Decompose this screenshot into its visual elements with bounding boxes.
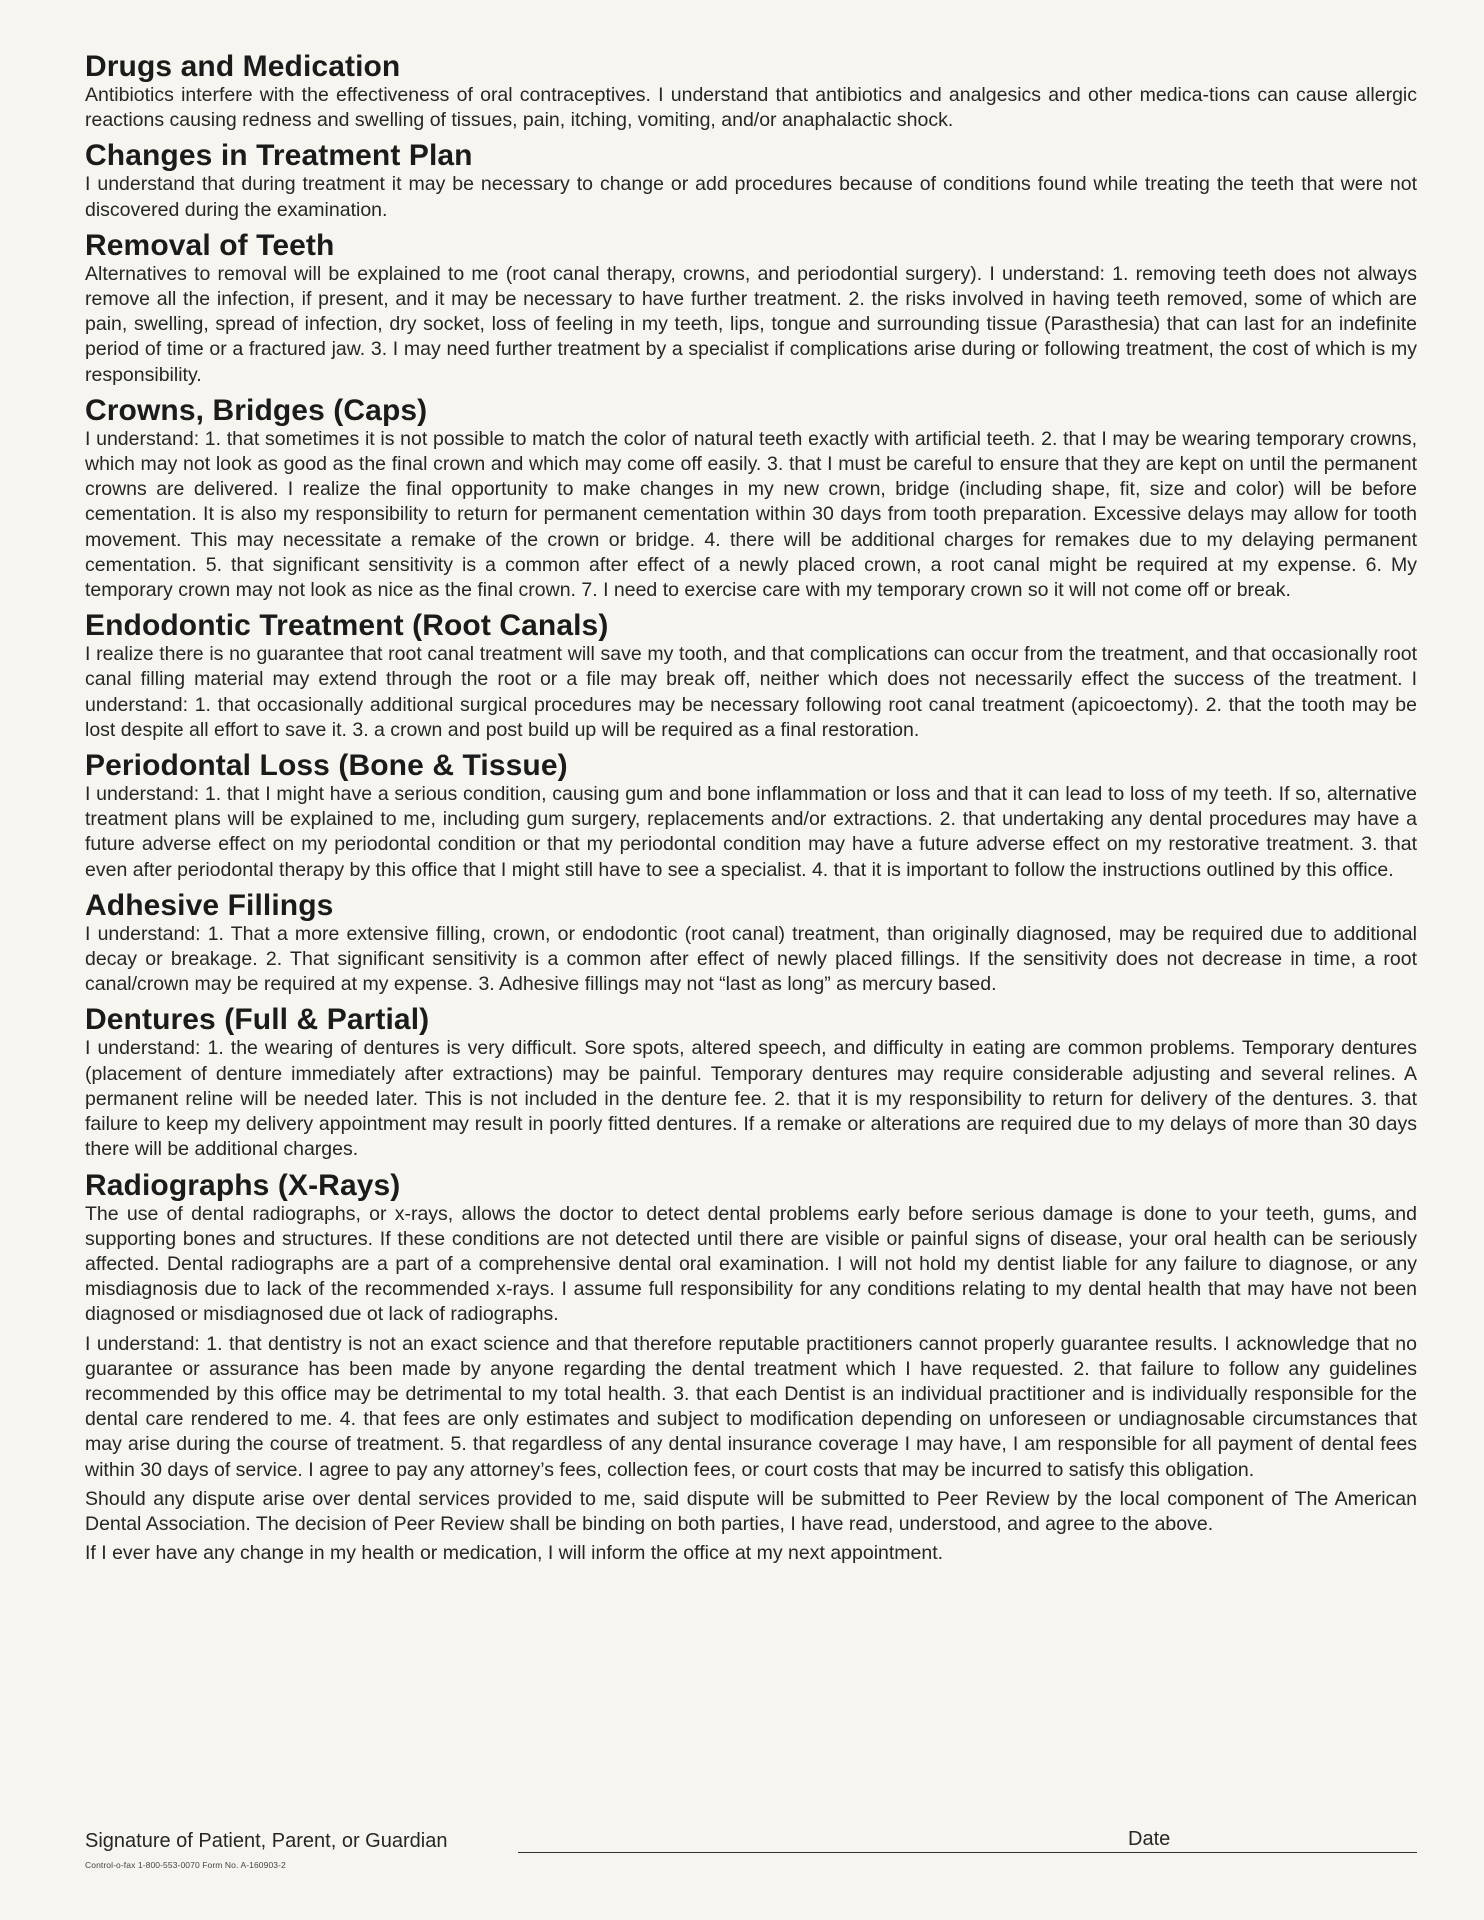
section-text: Antibiotics interfere with the effectiveness of oral contraceptives. I understand that antibiotics and analgesics and other medica-tions can cause allergic reactions causing redness and swelling of tissues, pain, itching, vomiting, and/or anaphalactic shock.	[85, 84, 1417, 132]
section-removal-of-teeth	[85, 229, 1417, 388]
signature-row	[85, 1830, 1417, 1860]
section-heading: Dentures (Full & Partial)	[85, 1003, 430, 1037]
section-heading: Radiographs (X-Rays)	[85, 1168, 401, 1202]
section-heading: Crowns, Bridges (Caps)	[85, 393, 428, 427]
signature-field[interactable]	[518, 1852, 1204, 1853]
section-text: I understand: 1. the wearing of dentures is very difficult. Sore spots, altered speech, and difficulty in eating are common problems. Temporary dentures (placement of denture immediately after extractions) may be painful. Temporary dentures may require considerable adjusting and several relines. A permanent reline will be needed later. This is not included in the denture fee. 2. that it is my responsibility to return for delivery of the dentures. 3. that failure to keep my delivery appointment may result in poorly fitted dentures. If a remake or alterations are required due to my delays of more than 30 days there will be additional charges.	[85, 1037, 1417, 1161]
section-heading: Adhesive Fillings	[85, 888, 334, 922]
section-dentures	[85, 1003, 1417, 1162]
section-heading: Endodontic Treatment (Root Canals)	[85, 609, 609, 643]
closing-dispute-paragraph: Should any dispute arise over dental services provided to me, said dispute will be submitted to Peer Review by the local component of The American Dental Association. The decision of Peer Review shall be binding on both parties, I have read, understood, and agree to the above.	[85, 1487, 1417, 1535]
closing-understanding-paragraph: I understand: 1. that dentistry is not an exact science and that therefore reputable practitioners cannot properly guarantee results. I acknowledge that no guarantee or assurance has been made by anyone regarding the dental treatment which I have requested. 2. that failure to follow any guidelines recommended by this office may be detrimental to my total health. 3. that each Dentist is an individual practitioner and is individually responsible for the dental care rendered to me. 4. that fees are only estimates and subject to modification depending on unforeseen or undiagnosable circumstances that may arise during the course of treatment. 5. that regardless of any dental insurance coverage I may have, I am responsible for all payment of dental fees within 30 days of service. I agree to pay any attorney’s fees, collection fees, or court costs that may be incurred to satisfy this obligation.	[85, 1332, 1417, 1481]
section-radiographs	[85, 1169, 1417, 1328]
section-text: I understand: 1. that sometimes it is not possible to match the color of natural teeth exactly with artificial teeth. 2. that I may be wearing temporary crowns, which may not look as good as the final crown and which may come off easily. 3. that I must be careful to ensure that they are kept on until the permanent crowns are delivered. I realize the final opportunity to make changes in my new crown, bridge (including shape, fit, size and color) will be before cementation. It is also my responsibility to return for permanent cementation within 30 days from tooth preparation. Excessive delays may allow for tooth movement. This may necessitate a remake of the crown or bridge. 4. there will be additional charges for remakes due to my delaying permanent cementation. 5. that significant sensitivity is a common after effect of a newly placed crown, a root canal might be required at my expense. 6. My temporary crown may not look as nice as the final crown. 7. I need to exercise care with my temporary crown so it will not come off or break.	[85, 427, 1417, 602]
signature-label: Signature of Patient, Parent, or Guardian	[85, 1830, 448, 1852]
section-crowns-bridges	[85, 394, 1417, 603]
section-heading: Changes in Treatment Plan	[85, 139, 473, 173]
date-field[interactable]	[1188, 1852, 1417, 1853]
section-drugs-and-medication	[85, 50, 1417, 133]
section-text: I understand: 1. That a more extensive filling, crown, or endodontic (root canal) treatment, than originally diagnosed, may be required due to additional decay or breakage. 2. That significant sensitivity is a common after effect of newly placed fillings. If the sensitivity does not decrease in time, a root canal/crown may be required at my expense. 3. Adhesive fillings may not “last as long” as mercury based.	[85, 922, 1417, 996]
section-endodontic-treatment	[85, 609, 1417, 743]
section-heading: Removal of Teeth	[85, 228, 335, 262]
section-adhesive-fillings	[85, 889, 1417, 998]
section-changes-in-treatment-plan	[85, 139, 1417, 222]
section-periodontal-loss	[85, 749, 1417, 883]
section-text: I realize there is no guarantee that root canal treatment will save my tooth, and that complications can occur from the treatment, and that occasionally root canal filling material may extend through the root or a file may break off, neither which does not necessarily effect the success of the treatment. I understand: 1. that occasionally additional surgical procedures may be necessary following root canal treatment (apicoectomy). 2. that the tooth may be lost despite all effort to save it. 3. a crown and post build up will be required as a final restoration.	[85, 643, 1417, 741]
section-text: The use of dental radiographs, or x-rays, allows the doctor to detect dental problems early before serious damage is done to your teeth, gums, and supporting bones and structures. If these conditions are not detected until there are visible or painful signs of disease, your oral health can be seriously affected. Dental radiographs are a part of a comprehensive dental oral examination. I will not hold my dentist liable for any failure to diagnose, or any misdiagnosis due to lack of the recommended x-rays. I assume full responsibility for any conditions relating to my dental health that may have not been diagnosed or misdiagnosed due ot lack of radiographs.	[85, 1202, 1417, 1326]
closing-statements	[85, 1332, 1417, 1567]
section-heading: Periodontal Loss (Bone & Tissue)	[85, 749, 568, 783]
closing-health-change-paragraph: If I ever have any change in my health or medication, I will inform the office at my next appointment.	[85, 1542, 944, 1565]
form-code: Control-o-fax 1-800-553-0070 Form No. A-160903-2	[85, 1860, 286, 1870]
section-text: Alternatives to removal will be explained to me (root canal therapy, crowns, and periodontial surgery). I understand: 1. removing teeth does not always remove all the infection, if present, and it may be necessary to have further treatment. 2. the risks involved in having teeth removed, some of which are pain, swelling, spread of infection, dry socket, loss of feeling in my teeth, lips, tongue and surrounding tissue (Parasthesia) that can last for an indefinite period of time or a fractured jaw. 3. I may need further treatment by a specialist if complications arise during or following treatment, the cost of which is my responsibility.	[85, 262, 1417, 386]
section-text: I understand: 1. that I might have a serious condition, causing gum and bone inflammation or loss and that it can lead to loss of my teeth. If so, alternative treatment plans will be explained to me, including gum surgery, replacements and/or extractions. 2. that undertaking any dental procedures may have a future adverse effect on my periodontal condition or that my periodontal condition may have a future adverse effect on my restorative treatment. 3. that even after periodontal therapy by this office that I might still have to see a specialist. 4. that it is important to follow the instructions outlined by this office.	[85, 783, 1417, 881]
section-text: I understand that during treatment it may be necessary to change or add procedures because of conditions found while treating the teeth that were not discovered during the examination.	[85, 173, 1417, 221]
date-label: Date	[1128, 1828, 1171, 1850]
consent-form-body	[85, 50, 1417, 1570]
section-heading: Drugs and Medication	[85, 50, 401, 83]
